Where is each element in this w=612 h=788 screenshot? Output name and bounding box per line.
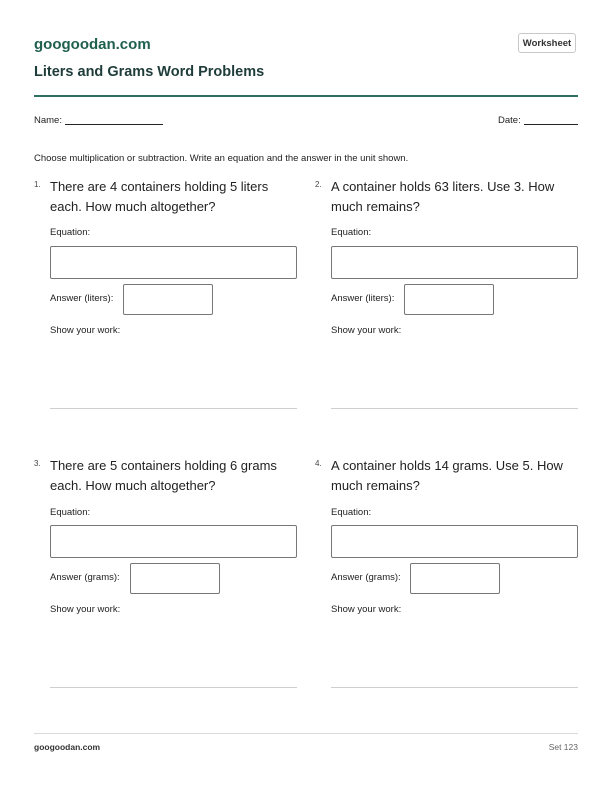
- work-area-line: [50, 687, 297, 688]
- problem-text: There are 4 containers holding 5 liters each. How much altogether?: [50, 179, 269, 214]
- date-field[interactable]: [524, 124, 578, 125]
- answer-label: Answer (grams):: [50, 572, 120, 583]
- equation-input[interactable]: [50, 246, 297, 279]
- problem-1: [34, 177, 297, 336]
- show-work-label: Show your work:: [331, 325, 402, 336]
- problem-number: 2.: [315, 180, 322, 189]
- problem-3: [34, 456, 297, 615]
- site-brand: googoodan.com: [34, 36, 151, 53]
- work-area-line: [331, 687, 578, 688]
- answer-input[interactable]: [130, 563, 220, 594]
- show-work-label: Show your work:: [331, 604, 402, 615]
- problem-number: 3.: [34, 459, 41, 468]
- answer-label: Answer (liters):: [331, 293, 395, 304]
- problem-number: 1.: [34, 180, 41, 189]
- answer-input[interactable]: [404, 284, 494, 315]
- name-field[interactable]: [65, 124, 163, 125]
- work-area-line: [50, 408, 297, 409]
- answer-label: Answer (grams):: [331, 572, 401, 583]
- problem-4: [315, 456, 578, 615]
- problem-number: 4.: [315, 459, 322, 468]
- equation-label: Equation:: [50, 507, 91, 518]
- equation-input[interactable]: [50, 525, 297, 558]
- show-work-label: Show your work:: [50, 325, 121, 336]
- instructions: Choose multiplication or subtraction. Write an equation and the answer in the unit shown.: [34, 153, 409, 164]
- footer-divider: [34, 733, 578, 734]
- equation-input[interactable]: [331, 246, 578, 279]
- header-divider: [34, 95, 578, 97]
- answer-input[interactable]: [123, 284, 213, 315]
- equation-label: Equation:: [331, 507, 372, 518]
- problem-2: [315, 177, 578, 336]
- problem-text: There are 5 containers holding 6 grams each. How much altogether?: [50, 458, 277, 493]
- worksheet-badge: Worksheet: [518, 33, 576, 53]
- name-label: Name:: [34, 115, 62, 126]
- equation-label: Equation:: [50, 227, 91, 238]
- work-area-line: [331, 408, 578, 409]
- problem-text: A container holds 14 grams. Use 5. How much remains?: [331, 458, 563, 493]
- footer-set-number: Set 123: [548, 742, 578, 752]
- problem-text: A container holds 63 liters. Use 3. How much remains?: [331, 179, 555, 214]
- show-work-label: Show your work:: [50, 604, 121, 615]
- footer-site: googoodan.com: [34, 742, 101, 752]
- equation-label: Equation:: [331, 227, 372, 238]
- date-label: Date:: [498, 115, 521, 126]
- answer-input[interactable]: [410, 563, 500, 594]
- answer-label: Answer (liters):: [50, 293, 114, 304]
- equation-input[interactable]: [331, 525, 578, 558]
- page-title: Liters and Grams Word Problems: [34, 64, 265, 80]
